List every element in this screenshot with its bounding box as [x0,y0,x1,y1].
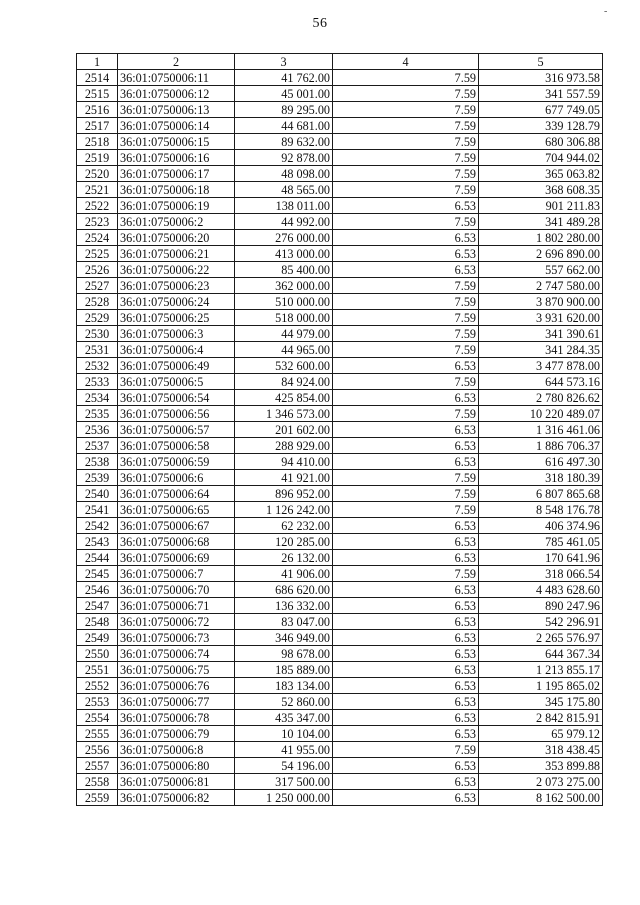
rate-cell: 7.59 [333,166,479,182]
area-cell: 1 126 242.00 [235,502,333,518]
column-header-value: 5 [479,54,603,70]
table-row [77,454,603,470]
area-cell: 52 860.00 [235,694,333,710]
area-cell: 44 979.00 [235,326,333,342]
table-row [77,326,603,342]
cadastral-id-cell: 36:01:0750006:3 [118,326,235,342]
cadastral-id-cell: 36:01:0750006:16 [118,150,235,166]
cadastral-id-cell: 36:01:0750006:73 [118,630,235,646]
value-cell: 2 780 826.62 [479,390,603,406]
table-header-row [77,54,603,70]
cadastral-id-cell: 36:01:0750006:78 [118,710,235,726]
row-number-cell: 2528 [77,294,118,310]
row-number-cell: 2530 [77,326,118,342]
row-number-cell: 2514 [77,70,118,86]
table-row [77,646,603,662]
cadastral-id-cell: 36:01:0750006:14 [118,118,235,134]
cadastral-id-cell: 36:01:0750006:6 [118,470,235,486]
area-cell: 83 047.00 [235,614,333,630]
stray-mark: - [604,6,608,17]
rate-cell: 7.59 [333,214,479,230]
area-cell: 41 955.00 [235,742,333,758]
rate-cell: 7.59 [333,486,479,502]
column-header-cadastral-id: 2 [118,54,235,70]
value-cell: 341 489.28 [479,214,603,230]
cadastral-id-cell: 36:01:0750006:64 [118,486,235,502]
area-cell: 346 949.00 [235,630,333,646]
value-cell: 680 306.88 [479,134,603,150]
value-cell: 353 899.88 [479,758,603,774]
rate-cell: 6.53 [333,790,479,806]
row-number-cell: 2544 [77,550,118,566]
value-cell: 2 265 576.97 [479,630,603,646]
table-row [77,230,603,246]
value-cell: 10 220 489.07 [479,406,603,422]
value-cell: 316 973.58 [479,70,603,86]
cadastral-id-cell: 36:01:0750006:15 [118,134,235,150]
rate-cell: 7.59 [333,182,479,198]
row-number-cell: 2515 [77,86,118,102]
cadastral-id-cell: 36:01:0750006:75 [118,662,235,678]
area-cell: 48 098.00 [235,166,333,182]
area-cell: 435 347.00 [235,710,333,726]
table-row [77,582,603,598]
table-row [77,294,603,310]
cadastral-id-cell: 36:01:0750006:81 [118,774,235,790]
table-row [77,118,603,134]
rate-cell: 7.59 [333,294,479,310]
row-number-cell: 2553 [77,694,118,710]
row-number-cell: 2539 [77,470,118,486]
row-number-cell: 2519 [77,150,118,166]
row-number-cell: 2551 [77,662,118,678]
table-row [77,278,603,294]
area-cell: 510 000.00 [235,294,333,310]
cadastral-id-cell: 36:01:0750006:59 [118,454,235,470]
cadastral-id-cell: 36:01:0750006:23 [118,278,235,294]
area-cell: 48 565.00 [235,182,333,198]
area-cell: 201 602.00 [235,422,333,438]
row-number-cell: 2537 [77,438,118,454]
rate-cell: 7.59 [333,342,479,358]
rate-cell: 7.59 [333,118,479,134]
table-row [77,518,603,534]
table-row [77,134,603,150]
cadastral-id-cell: 36:01:0750006:79 [118,726,235,742]
row-number-cell: 2543 [77,534,118,550]
area-cell: 425 854.00 [235,390,333,406]
cadastral-id-cell: 36:01:0750006:19 [118,198,235,214]
row-number-cell: 2556 [77,742,118,758]
value-cell: 616 497.30 [479,454,603,470]
value-cell: 890 247.96 [479,598,603,614]
row-number-cell: 2520 [77,166,118,182]
cadastral-id-cell: 36:01:0750006:13 [118,102,235,118]
row-number-cell: 2526 [77,262,118,278]
table-row [77,598,603,614]
table-row [77,70,603,86]
table-row [77,774,603,790]
table-row [77,710,603,726]
rate-cell: 6.53 [333,262,479,278]
value-cell: 4 483 628.60 [479,582,603,598]
cadastral-id-cell: 36:01:0750006:82 [118,790,235,806]
area-cell: 98 678.00 [235,646,333,662]
rate-cell: 7.59 [333,470,479,486]
value-cell: 170 641.96 [479,550,603,566]
rate-cell: 6.53 [333,454,479,470]
rate-cell: 7.59 [333,310,479,326]
area-cell: 44 681.00 [235,118,333,134]
value-cell: 8 162 500.00 [479,790,603,806]
cadastral-id-cell: 36:01:0750006:2 [118,214,235,230]
cadastral-id-cell: 36:01:0750006:11 [118,70,235,86]
area-cell: 1 346 573.00 [235,406,333,422]
row-number-cell: 2540 [77,486,118,502]
rate-cell: 6.53 [333,518,479,534]
row-number-cell: 2518 [77,134,118,150]
row-number-cell: 2559 [77,790,118,806]
row-number-cell: 2555 [77,726,118,742]
value-cell: 345 175.80 [479,694,603,710]
table-row [77,758,603,774]
page-number: 56 [312,16,328,31]
area-cell: 10 104.00 [235,726,333,742]
area-cell: 120 285.00 [235,534,333,550]
cadastral-id-cell: 36:01:0750006:69 [118,550,235,566]
table-body [77,70,603,806]
rate-cell: 7.59 [333,86,479,102]
value-cell: 341 390.61 [479,326,603,342]
value-cell: 365 063.82 [479,166,603,182]
row-number-cell: 2516 [77,102,118,118]
rate-cell: 6.53 [333,694,479,710]
rate-cell: 6.53 [333,710,479,726]
cadastral-id-cell: 36:01:0750006:77 [118,694,235,710]
area-cell: 413 000.00 [235,246,333,262]
table-row [77,742,603,758]
row-number-cell: 2552 [77,678,118,694]
rate-cell: 6.53 [333,230,479,246]
cadastral-id-cell: 36:01:0750006:22 [118,262,235,278]
table-row [77,358,603,374]
cadastral-id-cell: 36:01:0750006:72 [118,614,235,630]
area-cell: 54 196.00 [235,758,333,774]
table-row [77,566,603,582]
cadastral-id-cell: 36:01:0750006:8 [118,742,235,758]
cadastral-id-cell: 36:01:0750006:25 [118,310,235,326]
area-cell: 138 011.00 [235,198,333,214]
rate-cell: 6.53 [333,438,479,454]
row-number-cell: 2557 [77,758,118,774]
value-cell: 341 557.59 [479,86,603,102]
rate-cell: 7.59 [333,566,479,582]
cadastral-id-cell: 36:01:0750006:4 [118,342,235,358]
row-number-cell: 2531 [77,342,118,358]
area-cell: 276 000.00 [235,230,333,246]
table-row [77,790,603,806]
rate-cell: 6.53 [333,550,479,566]
value-cell: 318 438.45 [479,742,603,758]
area-cell: 44 965.00 [235,342,333,358]
cadastral-id-cell: 36:01:0750006:5 [118,374,235,390]
table-row [77,102,603,118]
cadastral-id-cell: 36:01:0750006:58 [118,438,235,454]
table-row [77,262,603,278]
row-number-cell: 2535 [77,406,118,422]
value-cell: 2 842 815.91 [479,710,603,726]
area-cell: 362 000.00 [235,278,333,294]
row-number-cell: 2517 [77,118,118,134]
cadastral-id-cell: 36:01:0750006:80 [118,758,235,774]
area-cell: 317 500.00 [235,774,333,790]
row-number-cell: 2524 [77,230,118,246]
value-cell: 3 870 900.00 [479,294,603,310]
value-cell: 3 477 878.00 [479,358,603,374]
area-cell: 45 001.00 [235,86,333,102]
cadastral-id-cell: 36:01:0750006:65 [118,502,235,518]
area-cell: 41 762.00 [235,70,333,86]
cadastral-id-cell: 36:01:0750006:7 [118,566,235,582]
cadastral-id-cell: 36:01:0750006:57 [118,422,235,438]
row-number-cell: 2536 [77,422,118,438]
area-cell: 896 952.00 [235,486,333,502]
rate-cell: 6.53 [333,662,479,678]
area-cell: 532 600.00 [235,358,333,374]
area-cell: 84 924.00 [235,374,333,390]
area-cell: 518 000.00 [235,310,333,326]
cadastral-id-cell: 36:01:0750006:74 [118,646,235,662]
value-cell: 2 073 275.00 [479,774,603,790]
table-row [77,86,603,102]
table-row [77,310,603,326]
value-cell: 1 802 280.00 [479,230,603,246]
column-header-area: 3 [235,54,333,70]
table-row [77,502,603,518]
row-number-cell: 2533 [77,374,118,390]
value-cell: 368 608.35 [479,182,603,198]
cadastral-id-cell: 36:01:0750006:12 [118,86,235,102]
value-cell: 318 180.39 [479,470,603,486]
row-number-cell: 2545 [77,566,118,582]
row-number-cell: 2527 [77,278,118,294]
cadastral-id-cell: 36:01:0750006:18 [118,182,235,198]
value-cell: 65 979.12 [479,726,603,742]
table-row [77,374,603,390]
rate-cell: 6.53 [333,774,479,790]
value-cell: 1 195 865.02 [479,678,603,694]
value-cell: 2 696 890.00 [479,246,603,262]
table-row [77,694,603,710]
area-cell: 41 921.00 [235,470,333,486]
value-cell: 785 461.05 [479,534,603,550]
rate-cell: 6.53 [333,582,479,598]
area-cell: 288 929.00 [235,438,333,454]
table-row [77,726,603,742]
value-cell: 1 886 706.37 [479,438,603,454]
row-number-cell: 2542 [77,518,118,534]
row-number-cell: 2558 [77,774,118,790]
column-header-number: 1 [77,54,118,70]
rate-cell: 6.53 [333,358,479,374]
rate-cell: 7.59 [333,502,479,518]
cadastral-id-cell: 36:01:0750006:24 [118,294,235,310]
rate-cell: 7.59 [333,742,479,758]
rate-cell: 6.53 [333,646,479,662]
area-cell: 89 295.00 [235,102,333,118]
value-cell: 542 296.91 [479,614,603,630]
rate-cell: 7.59 [333,70,479,86]
area-cell: 136 332.00 [235,598,333,614]
table-row [77,166,603,182]
rate-cell: 6.53 [333,726,479,742]
rate-cell: 7.59 [333,134,479,150]
area-cell: 94 410.00 [235,454,333,470]
table-row [77,406,603,422]
table-row [77,214,603,230]
row-number-cell: 2525 [77,246,118,262]
cadastral-id-cell: 36:01:0750006:70 [118,582,235,598]
table-row [77,678,603,694]
area-cell: 686 620.00 [235,582,333,598]
table-row [77,470,603,486]
table-row [77,614,603,630]
cadastral-value-table [76,53,603,806]
rate-cell: 6.53 [333,534,479,550]
value-cell: 339 128.79 [479,118,603,134]
area-cell: 41 906.00 [235,566,333,582]
rate-cell: 6.53 [333,758,479,774]
cadastral-id-cell: 36:01:0750006:68 [118,534,235,550]
cadastral-id-cell: 36:01:0750006:54 [118,390,235,406]
value-cell: 1 316 461.06 [479,422,603,438]
value-cell: 1 213 855.17 [479,662,603,678]
table-row [77,486,603,502]
table-row [77,662,603,678]
cadastral-id-cell: 36:01:0750006:49 [118,358,235,374]
row-number-cell: 2550 [77,646,118,662]
value-cell: 644 573.16 [479,374,603,390]
area-cell: 44 992.00 [235,214,333,230]
table-row [77,630,603,646]
rate-cell: 6.53 [333,246,479,262]
rate-cell: 6.53 [333,390,479,406]
value-cell: 2 747 580.00 [479,278,603,294]
value-cell: 341 284.35 [479,342,603,358]
rate-cell: 6.53 [333,422,479,438]
row-number-cell: 2529 [77,310,118,326]
table-row [77,182,603,198]
rate-cell: 6.53 [333,678,479,694]
table-row [77,390,603,406]
row-number-cell: 2532 [77,358,118,374]
row-number-cell: 2554 [77,710,118,726]
cadastral-id-cell: 36:01:0750006:67 [118,518,235,534]
value-cell: 318 066.54 [479,566,603,582]
rate-cell: 7.59 [333,406,479,422]
table-row [77,342,603,358]
row-number-cell: 2549 [77,630,118,646]
row-number-cell: 2546 [77,582,118,598]
area-cell: 183 134.00 [235,678,333,694]
rate-cell: 6.53 [333,598,479,614]
value-cell: 3 931 620.00 [479,310,603,326]
rate-cell: 7.59 [333,278,479,294]
cadastral-id-cell: 36:01:0750006:20 [118,230,235,246]
table-row [77,550,603,566]
cadastral-id-cell: 36:01:0750006:71 [118,598,235,614]
area-cell: 26 132.00 [235,550,333,566]
row-number-cell: 2523 [77,214,118,230]
rate-cell: 7.59 [333,374,479,390]
cadastral-id-cell: 36:01:0750006:56 [118,406,235,422]
value-cell: 8 548 176.78 [479,502,603,518]
row-number-cell: 2522 [77,198,118,214]
table-row [77,198,603,214]
table-row [77,150,603,166]
row-number-cell: 2534 [77,390,118,406]
value-cell: 677 749.05 [479,102,603,118]
area-cell: 185 889.00 [235,662,333,678]
area-cell: 92 878.00 [235,150,333,166]
value-cell: 644 367.34 [479,646,603,662]
cadastral-id-cell: 36:01:0750006:21 [118,246,235,262]
column-header-rate: 4 [333,54,479,70]
value-cell: 557 662.00 [479,262,603,278]
rate-cell: 6.53 [333,630,479,646]
table-row [77,246,603,262]
rate-cell: 6.53 [333,614,479,630]
rate-cell: 6.53 [333,198,479,214]
row-number-cell: 2538 [77,454,118,470]
rate-cell: 7.59 [333,102,479,118]
value-cell: 704 944.02 [479,150,603,166]
area-cell: 85 400.00 [235,262,333,278]
row-number-cell: 2541 [77,502,118,518]
value-cell: 901 211.83 [479,198,603,214]
table-row [77,534,603,550]
area-cell: 1 250 000.00 [235,790,333,806]
value-cell: 6 807 865.68 [479,486,603,502]
table-row [77,438,603,454]
cadastral-id-cell: 36:01:0750006:17 [118,166,235,182]
table-row [77,422,603,438]
row-number-cell: 2548 [77,614,118,630]
row-number-cell: 2521 [77,182,118,198]
area-cell: 89 632.00 [235,134,333,150]
area-cell: 62 232.00 [235,518,333,534]
rate-cell: 7.59 [333,150,479,166]
rate-cell: 7.59 [333,326,479,342]
value-cell: 406 374.96 [479,518,603,534]
row-number-cell: 2547 [77,598,118,614]
cadastral-id-cell: 36:01:0750006:76 [118,678,235,694]
